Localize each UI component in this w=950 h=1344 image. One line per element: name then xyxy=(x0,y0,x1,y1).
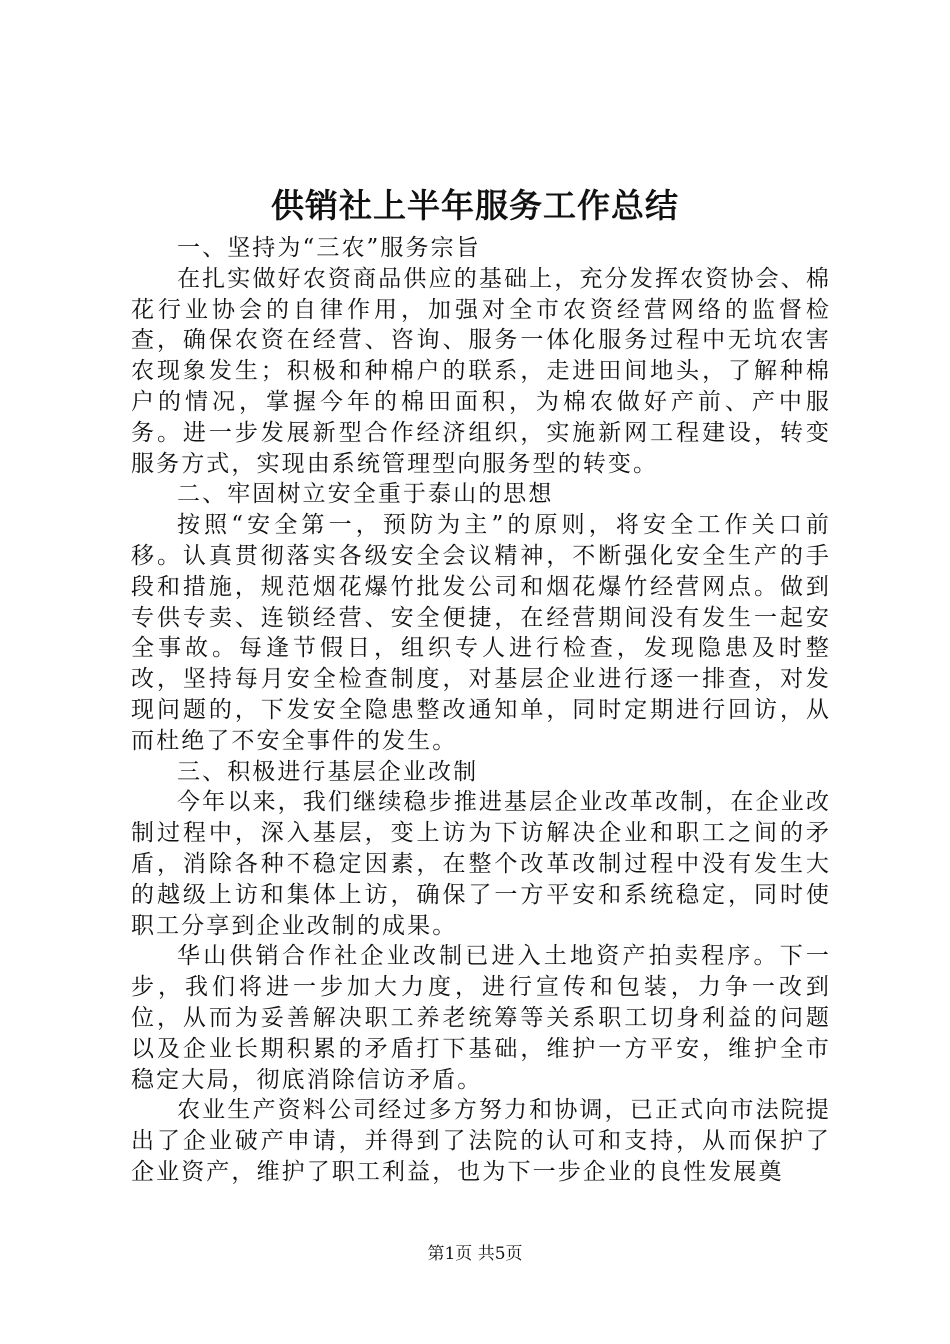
paragraph-1: 在扎实做好农资商品供应的基础上，充分发挥农资协会、棉花行业协会的自律作用，加强对全市农资经营网络的监督检查，确保农资在经营、咨询、服务一体化服务过程中无坑农害农现象发生；积极和种棉户的联系，走进田间地头，了解种棉户的情况，掌握今年的棉田面积，为棉农做好产前、产中服务。进一步发展新型合作经济组织，实施新网工程建设，转变服务方式，实现由系统管理型向服务型的转变。 xyxy=(131,265,831,477)
document-body xyxy=(131,233,831,1188)
section-heading-1: 一、坚持为“三农”服务宗旨 xyxy=(177,235,481,261)
paragraph-2: 按照“安全第一，预防为主”的原则，将安全工作关口前移。认真贯彻落实各级安全会议精神，不断强化安全生产的手段和措施，规范烟花爆竹批发公司和烟花爆竹经营网点。做到专供专卖、连锁经营、安全便捷，在经营期间没有发生一起安全事故。每逢节假日，组织专人进行检查，发现隐患及时整改，坚持每月安全检查制度，对基层企业进行逐一排查，对发现问题的，下发安全隐患整改通知单，同时定期进行回访，从而杜绝了不安全事件的发生。 xyxy=(131,512,831,754)
document-title: 供销社上半年服务工作总结 xyxy=(271,186,679,225)
paragraph-4: 华山供销合作社企业改制已进入土地资产拍卖程序。下一步，我们将进一步加大力度，进行宣传和包装，力争一改到位，从而为妥善解决职工养老统筹等关系职工切身利益的问题以及企业长期积累的矛盾打下基础，维护一方平安，维护全市稳定大局，彻底消除信访矛盾。 xyxy=(131,943,831,1093)
section-heading-2: 二、牢固树立安全重于泰山的思想 xyxy=(177,481,554,508)
page-number-footer: 第1页 共5页 xyxy=(427,1244,523,1264)
section-heading-3: 三、积极进行基层企业改制 xyxy=(177,758,479,785)
paragraph-5: 农业生产资料公司经过多方努力和协调，已正式向市法院提出了企业破产申请，并得到了法院的认可和支持，从而保护了企业资产，维护了职工利益，也为下一步企业的良性发展奠 xyxy=(131,1097,831,1185)
paragraph-3: 今年以来，我们继续稳步推进基层企业改革改制，在企业改制过程中，深入基层，变上访为下访解决企业和职工之间的矛盾，消除各种不稳定因素，在整个改革改制过程中没有发生大的越级上访和集体上访，确保了一方平安和系统稳定，同时使职工分享到企业改制的成果。 xyxy=(131,789,831,939)
